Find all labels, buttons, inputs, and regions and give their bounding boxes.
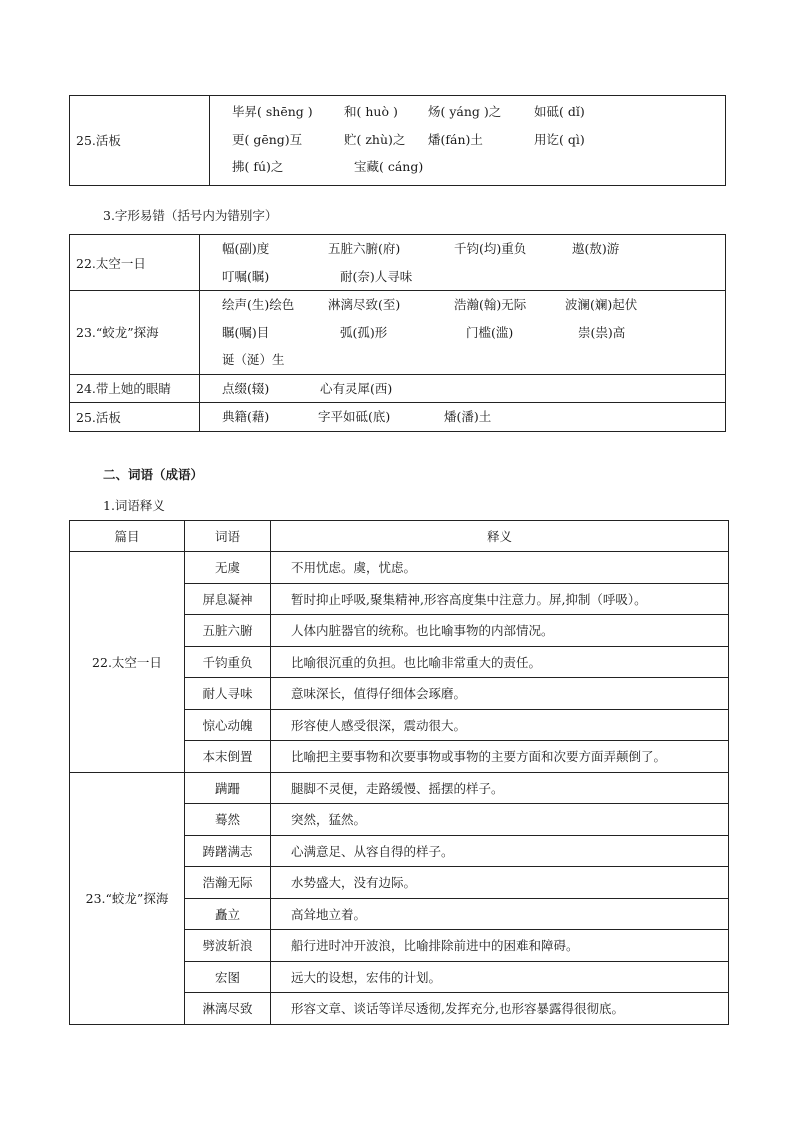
glyph-item: 门槛(滥) xyxy=(466,324,514,340)
table-row xyxy=(70,403,726,432)
lesson-label: 23.“蛟龙”探海 xyxy=(70,291,200,375)
glyph-item: 浩瀚(翰)无际 xyxy=(454,297,527,312)
glyph-line xyxy=(222,346,725,374)
word-cell: 蹒跚 xyxy=(185,772,271,804)
table-header-row xyxy=(70,521,729,552)
glyph-item: 波澜(斓)起伏 xyxy=(565,297,638,312)
meaning-cell: 暂时抑止呼吸,聚集精神,形容高度集中注意力。屏,抑制（呼吸）。 xyxy=(271,583,729,615)
glyph-line xyxy=(222,319,725,347)
section-title-glyph-errors: 3.字形易错（括号内为错别字） xyxy=(103,208,278,223)
pronunciation-item: 宝藏( cáng) xyxy=(354,159,424,174)
pronunciation-item: 拂( fú)之 xyxy=(232,159,284,174)
glyph-error-table xyxy=(69,234,726,432)
glyph-item: 点缀(辍) xyxy=(222,380,270,396)
meaning-cell: 高耸地立着。 xyxy=(271,898,729,930)
meaning-cell: 形容文章、谈话等详尽透彻,发挥充分,也形容暴露得很彻底。 xyxy=(271,993,729,1025)
pronunciation-item: 和( huò ) xyxy=(344,104,398,119)
word-meaning-table xyxy=(69,520,729,1025)
table-row xyxy=(70,235,726,291)
glyph-content xyxy=(200,374,726,403)
glyph-item: 耐(奈)人寻味 xyxy=(340,268,413,284)
glyph-line xyxy=(222,263,725,291)
lesson-label: 25.活板 xyxy=(70,96,210,186)
meaning-cell: 心满意足、从容自得的样子。 xyxy=(271,835,729,867)
pronunciation-item: 贮( zhù)之 xyxy=(344,131,406,147)
word-cell: 宏图 xyxy=(185,961,271,993)
glyph-item: 淋漓尽致(至) xyxy=(328,297,401,312)
glyph-item: 诞（涎）生 xyxy=(222,352,285,367)
word-cell: 浩瀚无际 xyxy=(185,867,271,899)
glyph-item: 绘声(生)绘色 xyxy=(222,297,295,312)
pronunciation-item: 如砥( dǐ) xyxy=(534,104,585,119)
glyph-content xyxy=(200,235,726,291)
lesson-label: 25.活板 xyxy=(70,403,200,432)
word-cell: 耐人寻味 xyxy=(185,678,271,710)
word-cell: 千钧重负 xyxy=(185,646,271,678)
glyph-content xyxy=(200,403,726,432)
glyph-line xyxy=(222,291,725,319)
pronunciation-item: 更( gēng)互 xyxy=(232,131,303,147)
word-cell: 踌躇满志 xyxy=(185,835,271,867)
word-cell: 无虞 xyxy=(185,552,271,584)
lesson-label: 24.带上她的眼睛 xyxy=(70,374,200,403)
glyph-item: 字平如砥(底) xyxy=(318,409,391,424)
glyph-item: 千钧(均)重负 xyxy=(454,241,527,256)
pronunciation-table xyxy=(69,95,726,186)
pronunciation-item: 炀( yáng )之 xyxy=(428,104,502,119)
lesson-cell: 22.太空一日 xyxy=(70,552,185,773)
pronunciation-item: 燔(fán)土 xyxy=(428,131,483,147)
table-row xyxy=(70,374,726,403)
glyph-item: 叮嘱(瞩) xyxy=(222,268,270,284)
glyph-line xyxy=(222,235,725,263)
section-title-words: 二、词语（成语） xyxy=(103,467,204,482)
column-header-meaning: 释义 xyxy=(271,521,729,552)
pronunciation-item: 毕昇( shēng ) xyxy=(232,104,313,119)
glyph-item: 遨(敖)游 xyxy=(572,241,620,256)
pronunciation-line xyxy=(232,126,725,154)
pronunciation-line xyxy=(232,153,725,181)
meaning-cell: 突然，猛然。 xyxy=(271,804,729,836)
pronunciation-line xyxy=(232,98,725,126)
word-cell: 淋漓尽致 xyxy=(185,993,271,1025)
meaning-cell: 不用忧虑。虞，忧虑。 xyxy=(271,552,729,584)
glyph-item: 弧(孤)形 xyxy=(340,324,388,340)
pronunciation-item: 用讫( qì) xyxy=(534,131,585,147)
word-cell: 劈波斩浪 xyxy=(185,930,271,962)
meaning-cell: 比喻把主要事物和次要事物或事物的主要方面和次要方面弄颠倒了。 xyxy=(271,741,729,773)
word-cell: 蓦然 xyxy=(185,804,271,836)
column-header-word: 词语 xyxy=(185,521,271,552)
word-cell: 惊心动魄 xyxy=(185,709,271,741)
meaning-cell: 意味深长，值得仔细体会琢磨。 xyxy=(271,678,729,710)
meaning-cell: 远大的设想，宏伟的计划。 xyxy=(271,961,729,993)
word-cell: 屏息凝神 xyxy=(185,583,271,615)
glyph-line xyxy=(222,375,725,403)
glyph-item: 典籍(藉) xyxy=(222,409,270,424)
meaning-cell: 比喻很沉重的负担。也比喻非常重大的责任。 xyxy=(271,646,729,678)
table-row xyxy=(70,772,729,804)
glyph-line xyxy=(222,403,725,431)
glyph-content xyxy=(200,291,726,375)
word-cell: 本末倒置 xyxy=(185,741,271,773)
column-header-lesson: 篇目 xyxy=(70,521,185,552)
section-title-word-meanings: 1.词语释义 xyxy=(103,498,165,513)
meaning-cell: 船行进时冲开波浪，比喻排除前进中的困难和障碍。 xyxy=(271,930,729,962)
glyph-item: 五脏六腑(府) xyxy=(328,241,401,256)
meaning-cell: 水势盛大，没有边际。 xyxy=(271,867,729,899)
lesson-cell: 23.“蛟龙”探海 xyxy=(70,772,185,1024)
table-row xyxy=(70,552,729,584)
lesson-label: 22.太空一日 xyxy=(70,235,200,291)
table-row xyxy=(70,291,726,375)
glyph-item: 崇(祟)高 xyxy=(578,324,626,340)
glyph-item: 心有灵犀(西) xyxy=(320,380,393,396)
glyph-item: 幅(副)度 xyxy=(222,241,270,256)
glyph-item: 燔(潘)土 xyxy=(444,409,492,424)
word-cell: 五脏六腑 xyxy=(185,615,271,647)
word-cell: 矗立 xyxy=(185,898,271,930)
glyph-item: 瞩(嘱)目 xyxy=(222,324,270,340)
meaning-cell: 腿脚不灵便，走路缓慢、摇摆的样子。 xyxy=(271,772,729,804)
meaning-cell: 人体内脏器官的统称。也比喻事物的内部情况。 xyxy=(271,615,729,647)
meaning-cell: 形容使人感受很深，震动很大。 xyxy=(271,709,729,741)
pronunciation-content xyxy=(210,96,726,186)
